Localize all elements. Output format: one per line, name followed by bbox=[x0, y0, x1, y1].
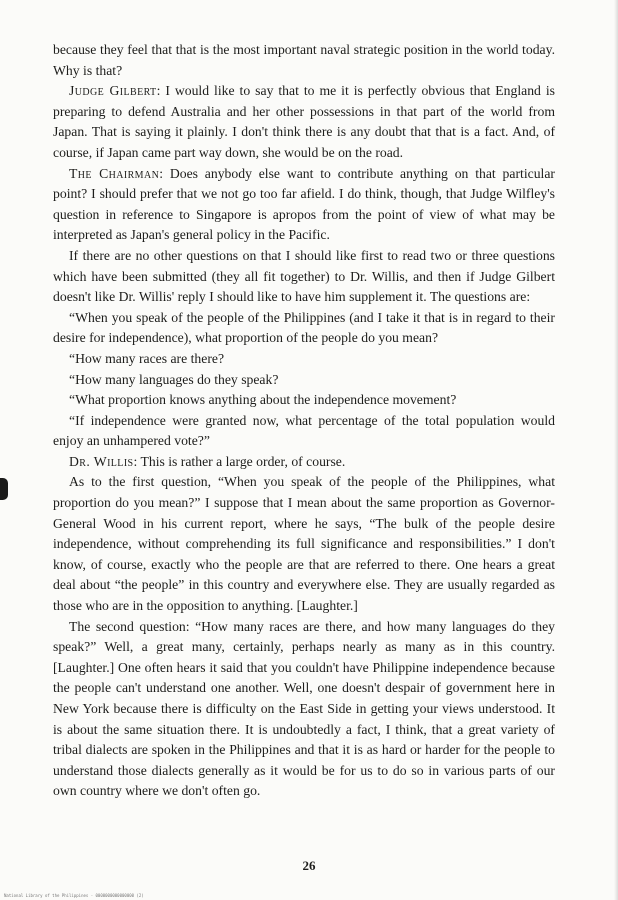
paragraph-text: : This is rather a large order, of course. bbox=[133, 453, 346, 469]
paragraph-text: because they feel that that is the most important naval strategic position in the world today. Why is that? bbox=[53, 42, 555, 78]
document-body bbox=[53, 40, 555, 802]
paragraph-text: “How many languages do they speak? bbox=[69, 371, 279, 387]
paragraph-text: “If independence were granted now, what percentage of the total population would enjoy an unhampered vote?” bbox=[53, 412, 555, 449]
paragraph-text: If there are no other questions on that I should like first to read two or three questions which have been submitted (they all fit together) to Dr. Willis, and then if Judge Gilbert doesn't like Dr. Willis' reply I should like to have him supplement it. The questions are: bbox=[53, 247, 555, 305]
paragraph-text: The second question: “How many races are there, and how many languages do they speak?” Well, a great many, certainly, perhaps nearly as many as in this country. [Laughter.] One often hears it said that you couldn't have Philippine independence because the people can't understand one another. Well, one doesn't despair of government here in New York because there is difficulty on the East Side in getting your views understood. It is about the same situation there. It is undoubtedly a fact, I think, that a great variety of tribal dialects are spoken in the Philippines and that it is as hard or harder for the people to understand those dialects generally as it would be for us to do so in various parts of our own country where we don't often go. bbox=[53, 618, 555, 799]
paragraph-3 bbox=[53, 164, 555, 246]
paragraph-speaker: Judge Gilbert bbox=[69, 83, 157, 99]
paragraph-4 bbox=[53, 246, 555, 308]
paragraph-10 bbox=[53, 452, 555, 473]
paragraph-5 bbox=[53, 308, 555, 349]
page-edge-shadow bbox=[614, 0, 618, 900]
paragraph-text: “When you speak of the people of the Philippines (and I take it that is in regard to their desire for independence), what proportion of the people do you mean? bbox=[53, 309, 555, 346]
paragraph-text: : Does anybody else want to contribute anything on that particular point? I should prefer that we not go too far afield. I do think, though, that Judge Wilfley's question in reference to Singapore is apropos from the point of view of what may be interpreted as Japan's general policy in the Pacific. bbox=[53, 165, 555, 243]
paragraph-text: “What proportion knows anything about the independence movement? bbox=[69, 392, 457, 408]
paragraph-6 bbox=[53, 349, 555, 370]
paragraph-text: As to the first question, “When you speak of the people of the Philippines, what proportion do you mean?” I suppose that I mean about the same proportion as Governor-General Wood in his current report, where he says, “The bulk of the people desire independence, without comprehending its full significance and responsibilities.” I don't know, of course, exactly who the people are that are referred to there. One hears a great deal about “the people” in this country and everywhere else. They are usually regarded as those who are in the opposition to anything. [Laughter.] bbox=[53, 474, 555, 614]
library-stamp: National Library of the Philippines · 0000000000000000 (2) bbox=[4, 893, 144, 898]
paragraph-8 bbox=[53, 390, 555, 411]
paragraph-text: “How many races are there? bbox=[69, 350, 225, 366]
paragraph-7 bbox=[53, 370, 555, 391]
paragraph-text: : I would like to say that to me it is perfectly obvious that England is preparing to defend Australia and her other possessions in that part of the world from Japan. That is saying it plainly. I don't think there is any doubt that that is a fact. And, of course, if Japan came part way down, she would be on the road. bbox=[53, 83, 555, 160]
paragraph-1 bbox=[53, 40, 555, 81]
paragraph-2 bbox=[53, 81, 555, 163]
paragraph-11 bbox=[53, 472, 555, 616]
paragraph-12 bbox=[53, 617, 555, 802]
paragraph-speaker: The Chairman bbox=[69, 165, 160, 181]
ink-blot bbox=[0, 478, 8, 500]
paragraph-speaker: Dr. Willis bbox=[69, 453, 134, 469]
paragraph-9 bbox=[53, 411, 555, 452]
page-number: 26 bbox=[302, 858, 316, 873]
